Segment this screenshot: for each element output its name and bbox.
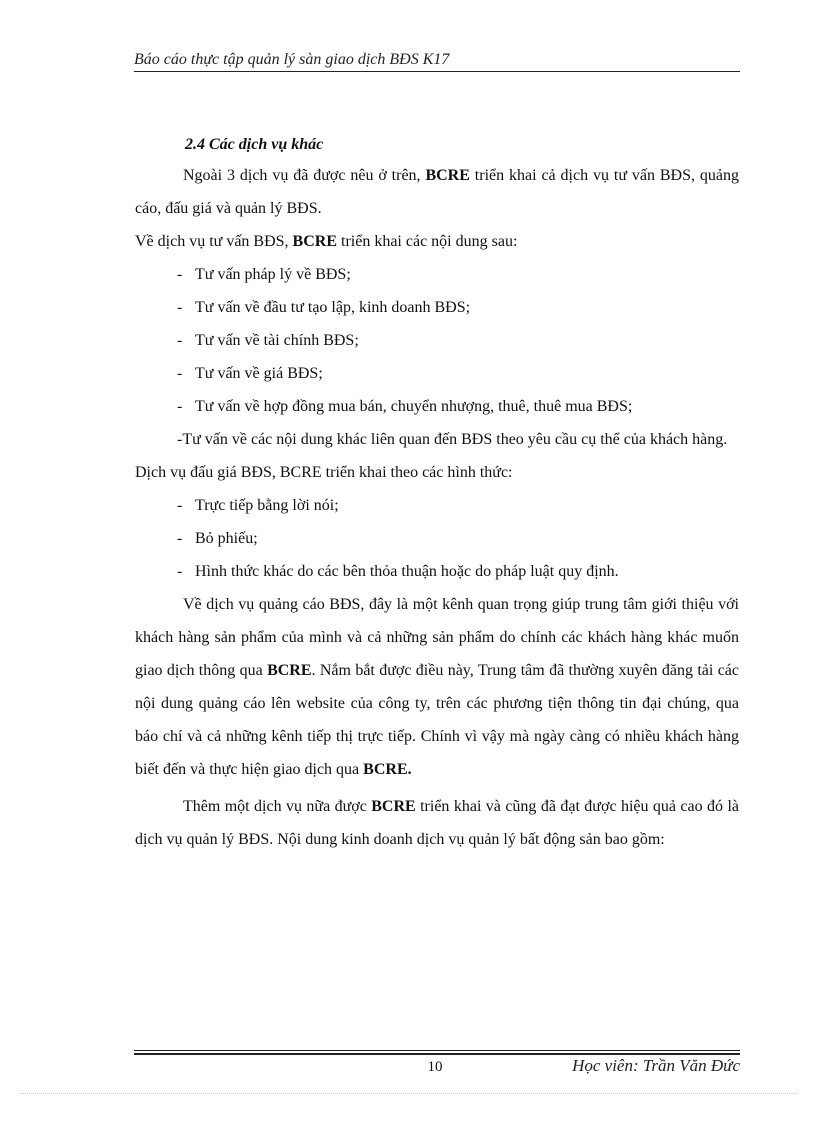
bullet-dash: - [177, 365, 183, 382]
footer-rule [134, 1050, 740, 1051]
list-item-text: Tư vấn pháp lý về BĐS; [195, 266, 351, 283]
intro-text-post: triển khai cả dịch vụ tư vấn BĐS, quảng cáo, đấu giá và quản lý BĐS. [135, 167, 740, 217]
list-item [135, 423, 739, 456]
advertising-paragraph [135, 588, 739, 786]
intro-paragraph [135, 159, 739, 225]
running-header: Báo cáo thực tập quản lý sàn giao dịch BĐS K17 [134, 51, 450, 68]
consulting-lead-pre: Về dịch vụ tư vấn BĐS, [135, 233, 293, 250]
list-item-text: Trực tiếp bằng lời nói; [195, 497, 339, 514]
list-item [135, 522, 739, 555]
list-item [135, 291, 739, 324]
list-item [135, 489, 739, 522]
page-number: 10 [427, 1059, 443, 1075]
management-text-pre: Thêm một dịch vụ nữa được [183, 798, 372, 815]
footer-author: Học viên: Trần Văn Đức [572, 1056, 740, 1075]
list-item-text: Bỏ phiếu; [195, 530, 258, 547]
advertising-text-2: . Nắm bắt được điều này, Trung tâm đã thường xuyên đăng tải các nội dung quảng cáo lên website của công ty, trên các phương tiện thông tin đại chúng, qua báo chí và cả những kênh tiếp thị trực tiếp. Chính vì vậy mà ngày càng có nhiều khách hàng biết đến và thực hiện giao dịch qua [135, 662, 740, 778]
bullet-dash: - [177, 299, 183, 316]
brand-bcre: BCRE [292, 233, 337, 250]
consulting-lead-post: triển khai các nội dung sau: [337, 233, 518, 250]
list-item [135, 258, 739, 291]
list-item [135, 555, 739, 588]
header-rule [134, 71, 740, 72]
bullet-dash: - [177, 431, 183, 448]
section-heading: 2.4 Các dịch vụ khác [185, 136, 324, 153]
list-item [135, 324, 739, 357]
management-text-post: triển khai và cũng đã đạt được hiệu quả cao đó là dịch vụ quản lý BĐS. Nội dung kinh doanh dịch vụ quản lý bất động sản bao gồm: [135, 798, 740, 848]
list-item-text: Hình thức khác do các bên thỏa thuận hoặc do pháp luật quy định. [195, 563, 619, 580]
list-item-text: Tư vấn về hợp đồng mua bán, chuyển nhượng, thuê, thuê mua BĐS; [195, 398, 633, 415]
list-item-text: Tư vấn về các nội dung khác liên quan đến BĐS theo yêu cầu cụ thể của khách hàng. [182, 431, 728, 448]
list-item [135, 390, 739, 423]
page-edge-dotted-line [20, 1093, 796, 1094]
list-item-text: Tư vấn về tài chính BĐS; [195, 332, 359, 349]
bullet-dash: - [177, 266, 183, 283]
bullet-dash: - [177, 398, 183, 415]
intro-text-pre: Ngoài 3 dịch vụ đã được nêu ở trên, [183, 167, 426, 184]
bullet-dash: - [177, 530, 183, 547]
brand-bcre: BCRE. [363, 761, 412, 778]
management-paragraph [135, 790, 739, 856]
brand-bcre: BCRE [425, 167, 470, 184]
list-item [135, 357, 739, 390]
list-item-text: Tư vấn về đầu tư tạo lập, kinh doanh BĐS; [195, 299, 471, 316]
bullet-dash: - [177, 497, 183, 514]
brand-bcre: BCRE [267, 662, 312, 679]
bullet-dash: - [177, 332, 183, 349]
document-body [135, 131, 739, 856]
consulting-lead [135, 225, 739, 258]
auction-lead: Dịch vụ đấu giá BĐS, BCRE triển khai theo các hình thức: [135, 464, 513, 481]
list-item-text: Tư vấn về giá BĐS; [195, 365, 323, 382]
brand-bcre: BCRE [371, 798, 416, 815]
advertising-text-1: Về dịch vụ quảng cáo BĐS, đây là một kênh quan trọng giúp trung tâm giới thiệu với khách hàng sản phẩm của mình và cả những sản phẩm do chính các khách hàng khác muốn giao dịch thông qua [135, 596, 739, 679]
bullet-dash: - [177, 563, 183, 580]
